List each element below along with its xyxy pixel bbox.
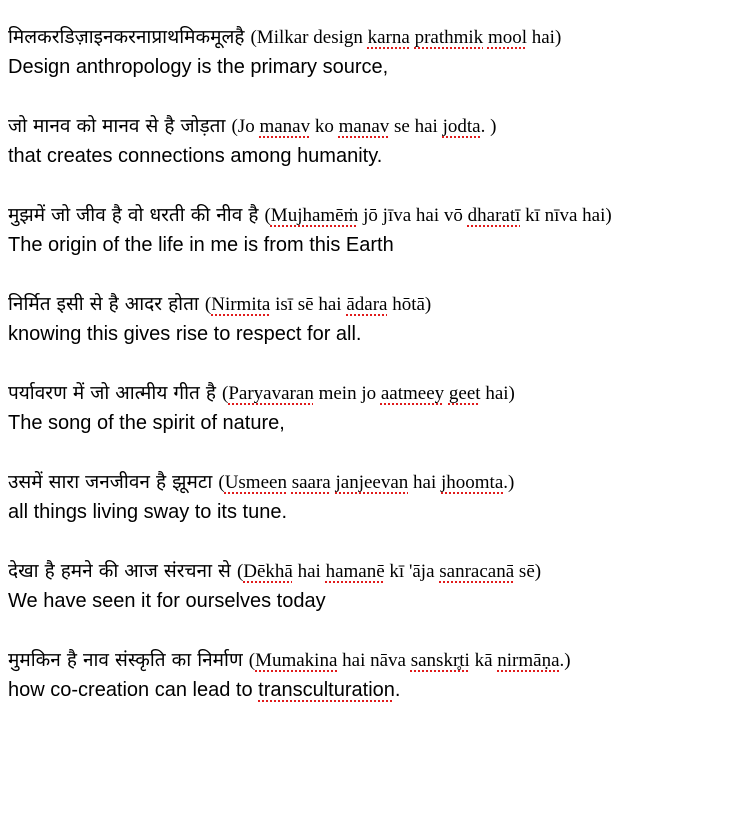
text-run: hai bbox=[408, 472, 441, 493]
english-translation bbox=[8, 676, 748, 704]
flagged-word: manav bbox=[259, 116, 311, 137]
flagged-word: nirmāṇa bbox=[497, 650, 560, 671]
stanza-4 bbox=[8, 289, 748, 348]
transliteration bbox=[249, 650, 571, 671]
text-run: kā bbox=[469, 650, 498, 671]
stanza-2 bbox=[8, 111, 748, 170]
poem-document bbox=[8, 22, 748, 734]
stanza-8 bbox=[8, 645, 748, 704]
text-run: isī sē hai bbox=[270, 294, 347, 315]
flagged-word: Nirmita bbox=[211, 294, 271, 315]
hindi-line bbox=[8, 556, 748, 587]
text-run: hai) bbox=[527, 27, 562, 48]
flagged-word: Dēkhā bbox=[243, 561, 293, 582]
flagged-word: Mujhamēṁ bbox=[270, 205, 359, 226]
english-translation: The origin of the life in me is from this Earth bbox=[8, 234, 394, 256]
hindi-line bbox=[8, 289, 748, 320]
hindi-line bbox=[8, 22, 748, 53]
flagged-word: jodta bbox=[442, 116, 481, 137]
text-run: hōtā) bbox=[387, 294, 432, 315]
flagged-word: ādara bbox=[346, 294, 388, 315]
hindi-line bbox=[8, 467, 748, 498]
stanza-5 bbox=[8, 378, 748, 437]
flagged-word: karna bbox=[367, 27, 410, 48]
hindi-text: मुझमें जो जीव है वो धरती की नीव है bbox=[8, 204, 259, 226]
text-run: .) bbox=[503, 472, 515, 493]
english-translation: The song of the spirit of nature, bbox=[8, 412, 285, 434]
text-run: ( bbox=[204, 294, 212, 315]
flagged-word: geet bbox=[448, 383, 481, 404]
text-run: se hai bbox=[389, 116, 443, 137]
text-run: hai nāva bbox=[337, 650, 411, 671]
stanza-3 bbox=[8, 200, 748, 259]
hindi-text: देखा है हमने की आज संरचना से bbox=[8, 560, 231, 582]
text-run: .) bbox=[559, 650, 571, 671]
flagged-word: sanskr̥ti bbox=[410, 650, 470, 671]
stanza-6 bbox=[8, 467, 748, 526]
hindi-line bbox=[8, 200, 748, 231]
english-translation: that creates connections among humanity. bbox=[8, 145, 383, 167]
text-run: hai bbox=[292, 561, 326, 582]
text-run: how co-creation can lead to bbox=[8, 679, 259, 701]
hindi-line bbox=[8, 111, 748, 142]
flagged-word: aatmeey bbox=[380, 383, 445, 404]
flagged-word: saara bbox=[291, 472, 331, 493]
text-run: ko bbox=[310, 116, 339, 137]
text-run: ( bbox=[236, 561, 244, 582]
transliteration bbox=[218, 472, 514, 493]
flagged-word: Mumakina bbox=[255, 650, 338, 671]
hindi-text: मिलकरडिज़ाइनकरनाप्राथमिकमूलहै bbox=[8, 26, 245, 48]
transliteration bbox=[250, 27, 561, 48]
transliteration bbox=[222, 383, 515, 404]
text-run: ( bbox=[248, 650, 256, 671]
flagged-word: prathmik bbox=[414, 27, 484, 48]
transliteration bbox=[237, 561, 541, 582]
text-run: jō jīva hai vō bbox=[358, 205, 468, 226]
transliteration bbox=[231, 116, 496, 137]
flagged-word: jhoomta bbox=[441, 472, 504, 493]
flagged-word: Usmeen bbox=[224, 472, 287, 493]
flagged-word: hamanē bbox=[325, 561, 385, 582]
flagged-word: transculturation bbox=[258, 679, 395, 701]
text-run: kī 'āja bbox=[384, 561, 440, 582]
hindi-text: निर्मित इसी से है आदर होता bbox=[8, 293, 199, 315]
stanza-1 bbox=[8, 22, 748, 81]
flagged-word: manav bbox=[338, 116, 390, 137]
english-translation: We have seen it for ourselves today bbox=[8, 590, 326, 612]
text-run: ( bbox=[222, 383, 229, 404]
text-run: ( bbox=[264, 205, 271, 226]
english-translation: Design anthropology is the primary source, bbox=[8, 56, 389, 78]
text-run: kī nīva hai) bbox=[520, 205, 612, 226]
english-translation: all things living sway to its tune. bbox=[8, 501, 288, 523]
flagged-word: dharatī bbox=[467, 205, 521, 226]
flagged-word: mool bbox=[487, 27, 527, 48]
text-run: mein jo bbox=[313, 383, 381, 404]
stanza-7 bbox=[8, 556, 748, 615]
hindi-line bbox=[8, 645, 748, 676]
flagged-word: janjeevan bbox=[335, 472, 409, 493]
text-run: . bbox=[394, 679, 401, 701]
hindi-text: पर्यावरण में जो आत्मीय गीत है bbox=[8, 382, 216, 404]
hindi-line bbox=[8, 378, 748, 409]
transliteration bbox=[205, 294, 431, 315]
english-translation: knowing this gives rise to respect for all. bbox=[8, 323, 362, 345]
flagged-word: Paryavaran bbox=[228, 383, 314, 404]
text-run: ( bbox=[218, 472, 225, 493]
text-run: (Jo bbox=[231, 116, 260, 137]
text-run: sē) bbox=[514, 561, 542, 582]
hindi-text: जो मानव को मानव से है जोड़ता bbox=[8, 115, 226, 137]
text-run: hai) bbox=[480, 383, 515, 404]
flagged-word: sanracanā bbox=[439, 561, 515, 582]
text-run: (Milkar design bbox=[250, 27, 368, 48]
transliteration bbox=[264, 205, 611, 226]
hindi-text: उसमें सारा जनजीवन है झूमटा bbox=[8, 471, 219, 493]
text-run: . ) bbox=[480, 116, 497, 137]
hindi-text: मुमकिन है नाव संस्कृति का निर्माण bbox=[8, 649, 243, 671]
